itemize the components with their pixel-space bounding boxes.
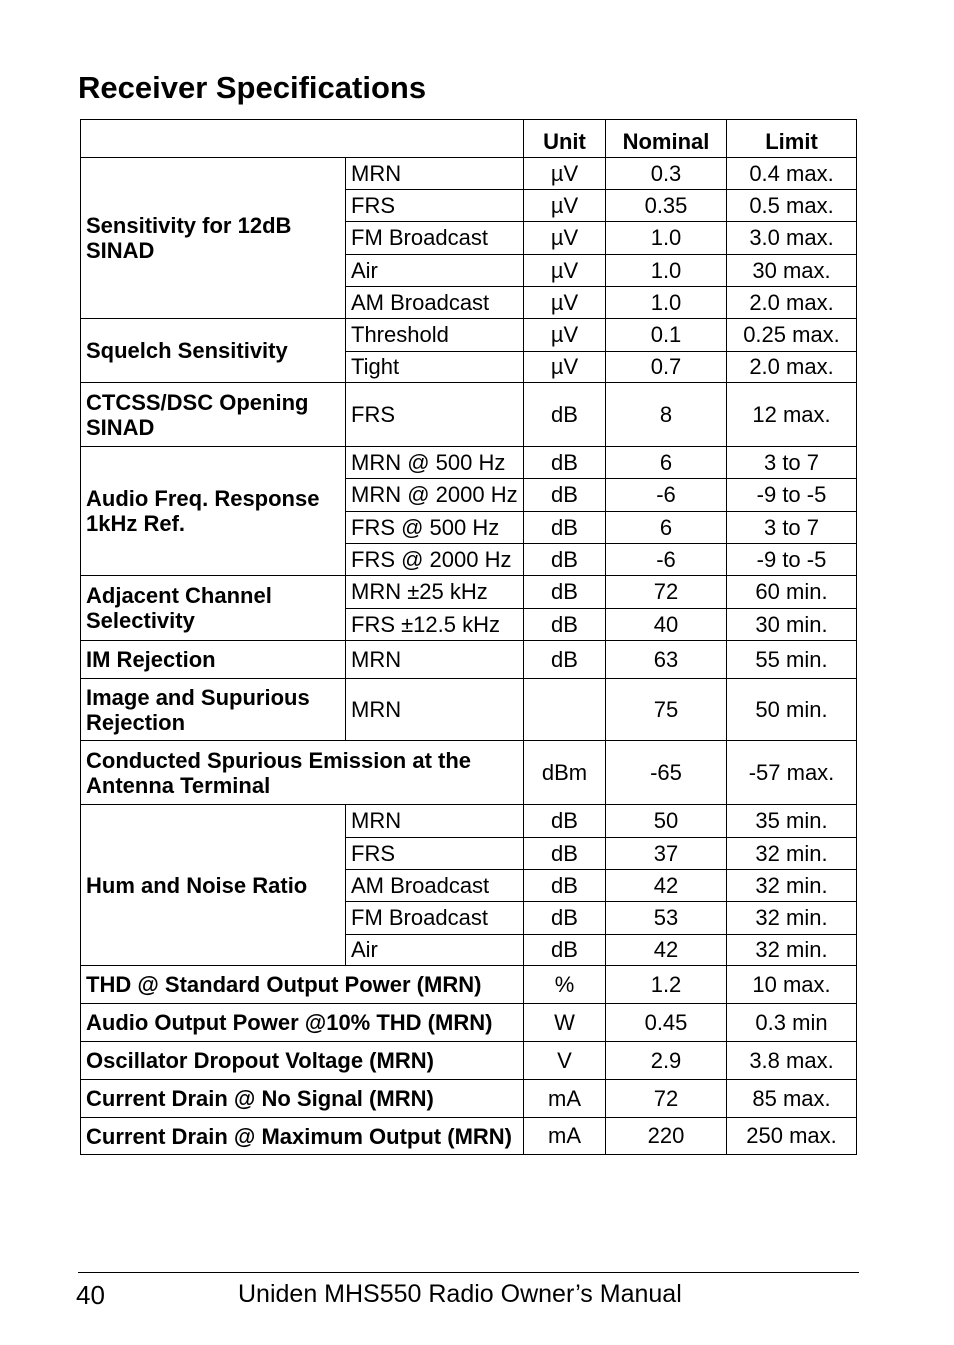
condition-cell: MRN @ 2000 Hz: [346, 479, 524, 512]
header-row: [81, 120, 857, 158]
nominal-cell: 50: [606, 805, 727, 838]
condition-cell: Threshold: [346, 319, 524, 352]
unit-cell: µV: [524, 352, 606, 383]
table-row: [81, 641, 857, 679]
limit-cell: 3.0 max.: [727, 222, 857, 255]
parameter-cell: IM Rejection: [81, 641, 346, 679]
nominal-cell: -65: [606, 741, 727, 805]
condition-cell: MRN @ 500 Hz: [346, 447, 524, 479]
unit-cell: %: [524, 966, 606, 1004]
nominal-cell: 72: [606, 576, 727, 609]
limit-cell: 30 min.: [727, 609, 857, 641]
condition-cell: FRS: [346, 383, 524, 447]
condition-cell: MRN: [346, 641, 524, 679]
table-row: [81, 1042, 857, 1080]
parameter-cell: Oscillator Dropout Voltage (MRN): [81, 1042, 524, 1080]
nominal-cell: -6: [606, 544, 727, 576]
limit-cell: 50 min.: [727, 679, 857, 741]
condition-cell: FRS @ 2000 Hz: [346, 544, 524, 576]
condition-cell: Tight: [346, 352, 524, 383]
limit-cell: 2.0 max.: [727, 352, 857, 383]
nominal-cell: 0.45: [606, 1004, 727, 1042]
parameter-cell: Conducted Spurious Emission at the Antenna Terminal: [81, 741, 524, 805]
nominal-cell: 63: [606, 641, 727, 679]
unit-cell: µV: [524, 158, 606, 190]
condition-cell: FM Broadcast: [346, 222, 524, 255]
unit-cell: dB: [524, 447, 606, 479]
nominal-cell: 8: [606, 383, 727, 447]
condition-cell: Air: [346, 255, 524, 287]
limit-cell: 0.5 max.: [727, 190, 857, 222]
nominal-cell: 1.2: [606, 966, 727, 1004]
limit-cell: 3 to 7: [727, 447, 857, 479]
parameter-cell: CTCSS/DSC Opening SINAD: [81, 383, 346, 447]
page-title: Receiver Specifications: [78, 70, 427, 105]
table-row: [81, 679, 857, 741]
nominal-cell: 0.3: [606, 158, 727, 190]
unit-cell: W: [524, 1004, 606, 1042]
manual-title: Uniden MHS550 Radio Owner’s Manual: [238, 1280, 682, 1308]
nominal-cell: 220: [606, 1118, 727, 1155]
nominal-cell: 75: [606, 679, 727, 741]
condition-cell: FRS: [346, 838, 524, 870]
nominal-cell: 1.0: [606, 222, 727, 255]
nominal-cell: 0.35: [606, 190, 727, 222]
condition-cell: FRS @ 500 Hz: [346, 512, 524, 544]
nominal-cell: 42: [606, 870, 727, 902]
nominal-cell: 40: [606, 609, 727, 641]
condition-cell: FRS ±12.5 kHz: [346, 609, 524, 641]
limit-cell: 10 max.: [727, 966, 857, 1004]
footer-divider: [78, 1272, 859, 1273]
nominal-cell: 6: [606, 512, 727, 544]
nominal-cell: 0.7: [606, 352, 727, 383]
unit-cell: dB: [524, 805, 606, 838]
limit-cell: 32 min.: [727, 902, 857, 935]
limit-cell: -57 max.: [727, 741, 857, 805]
unit-cell: V: [524, 1042, 606, 1080]
unit-cell: dB: [524, 838, 606, 870]
unit-cell: dBm: [524, 741, 606, 805]
unit-cell: dB: [524, 870, 606, 902]
table-row: [81, 576, 857, 609]
parameter-cell: Hum and Noise Ratio: [81, 805, 346, 966]
table-row: [81, 1004, 857, 1042]
condition-cell: MRN ±25 kHz: [346, 576, 524, 609]
nominal-cell: 1.0: [606, 287, 727, 319]
condition-cell: FRS: [346, 190, 524, 222]
unit-cell: dB: [524, 383, 606, 447]
nominal-cell: 72: [606, 1080, 727, 1118]
condition-cell: MRN: [346, 158, 524, 190]
parameter-cell: Current Drain @ Maximum Output (MRN): [81, 1118, 524, 1155]
table-row: [81, 1118, 857, 1155]
parameter-cell: Image and Supurious Rejection: [81, 679, 346, 741]
unit-cell: dB: [524, 479, 606, 512]
limit-cell: 0.25 max.: [727, 319, 857, 352]
receiver-specifications-table: [80, 119, 857, 1155]
condition-cell: AM Broadcast: [346, 287, 524, 319]
nominal-cell: -6: [606, 479, 727, 512]
limit-cell: 60 min.: [727, 576, 857, 609]
limit-cell: 35 min.: [727, 805, 857, 838]
limit-cell: 30 max.: [727, 255, 857, 287]
unit-cell: dB: [524, 512, 606, 544]
limit-cell: 3.8 max.: [727, 1042, 857, 1080]
unit-cell: µV: [524, 222, 606, 255]
nominal-header: Nominal: [606, 120, 727, 158]
unit-cell: dB: [524, 935, 606, 966]
table-row: [81, 383, 857, 447]
table-row: [81, 447, 857, 479]
parameter-cell: Adjacent Channel Selectivity: [81, 576, 346, 641]
limit-header: Limit: [727, 120, 857, 158]
unit-cell: mA: [524, 1118, 606, 1155]
page-number: 40: [76, 1280, 105, 1310]
limit-cell: 0.4 max.: [727, 158, 857, 190]
unit-cell: dB: [524, 902, 606, 935]
parameter-cell: Audio Output Power @10% THD (MRN): [81, 1004, 524, 1042]
unit-cell: dB: [524, 544, 606, 576]
nominal-cell: 42: [606, 935, 727, 966]
limit-cell: 0.3 min: [727, 1004, 857, 1042]
unit-cell: µV: [524, 319, 606, 352]
condition-cell: MRN: [346, 805, 524, 838]
unit-cell: µV: [524, 287, 606, 319]
nominal-cell: 0.1: [606, 319, 727, 352]
table-row: [81, 319, 857, 352]
unit-cell: µV: [524, 255, 606, 287]
limit-cell: 85 max.: [727, 1080, 857, 1118]
unit-cell: [524, 679, 606, 741]
condition-cell: Air: [346, 935, 524, 966]
condition-cell: MRN: [346, 679, 524, 741]
condition-cell: FM Broadcast: [346, 902, 524, 935]
limit-cell: 32 min.: [727, 870, 857, 902]
limit-cell: -9 to -5: [727, 479, 857, 512]
table-row: [81, 966, 857, 1004]
table-row: [81, 1080, 857, 1118]
limit-cell: 12 max.: [727, 383, 857, 447]
parameter-cell: Squelch Sensitivity: [81, 319, 346, 383]
unit-cell: µV: [524, 190, 606, 222]
parameter-cell: Sensitivity for 12dB SINAD: [81, 158, 346, 319]
unit-cell: dB: [524, 609, 606, 641]
table-row: [81, 741, 857, 805]
limit-cell: -9 to -5: [727, 544, 857, 576]
limit-cell: 32 min.: [727, 935, 857, 966]
limit-cell: 250 max.: [727, 1118, 857, 1155]
unit-header: Unit: [524, 120, 606, 158]
unit-cell: dB: [524, 641, 606, 679]
condition-cell: AM Broadcast: [346, 870, 524, 902]
nominal-cell: 6: [606, 447, 727, 479]
parameter-cell: Audio Freq. Response 1kHz Ref.: [81, 447, 346, 576]
parameter-cell: THD @ Standard Output Power (MRN): [81, 966, 524, 1004]
table-row: [81, 158, 857, 190]
table-row: [81, 805, 857, 838]
nominal-cell: 53: [606, 902, 727, 935]
nominal-cell: 37: [606, 838, 727, 870]
limit-cell: 2.0 max.: [727, 287, 857, 319]
limit-cell: 32 min.: [727, 838, 857, 870]
limit-cell: 3 to 7: [727, 512, 857, 544]
nominal-cell: 1.0: [606, 255, 727, 287]
unit-cell: mA: [524, 1080, 606, 1118]
parameter-cell: Current Drain @ No Signal (MRN): [81, 1080, 524, 1118]
unit-cell: dB: [524, 576, 606, 609]
limit-cell: 55 min.: [727, 641, 857, 679]
header-blank-cell: [81, 120, 524, 158]
nominal-cell: 2.9: [606, 1042, 727, 1080]
